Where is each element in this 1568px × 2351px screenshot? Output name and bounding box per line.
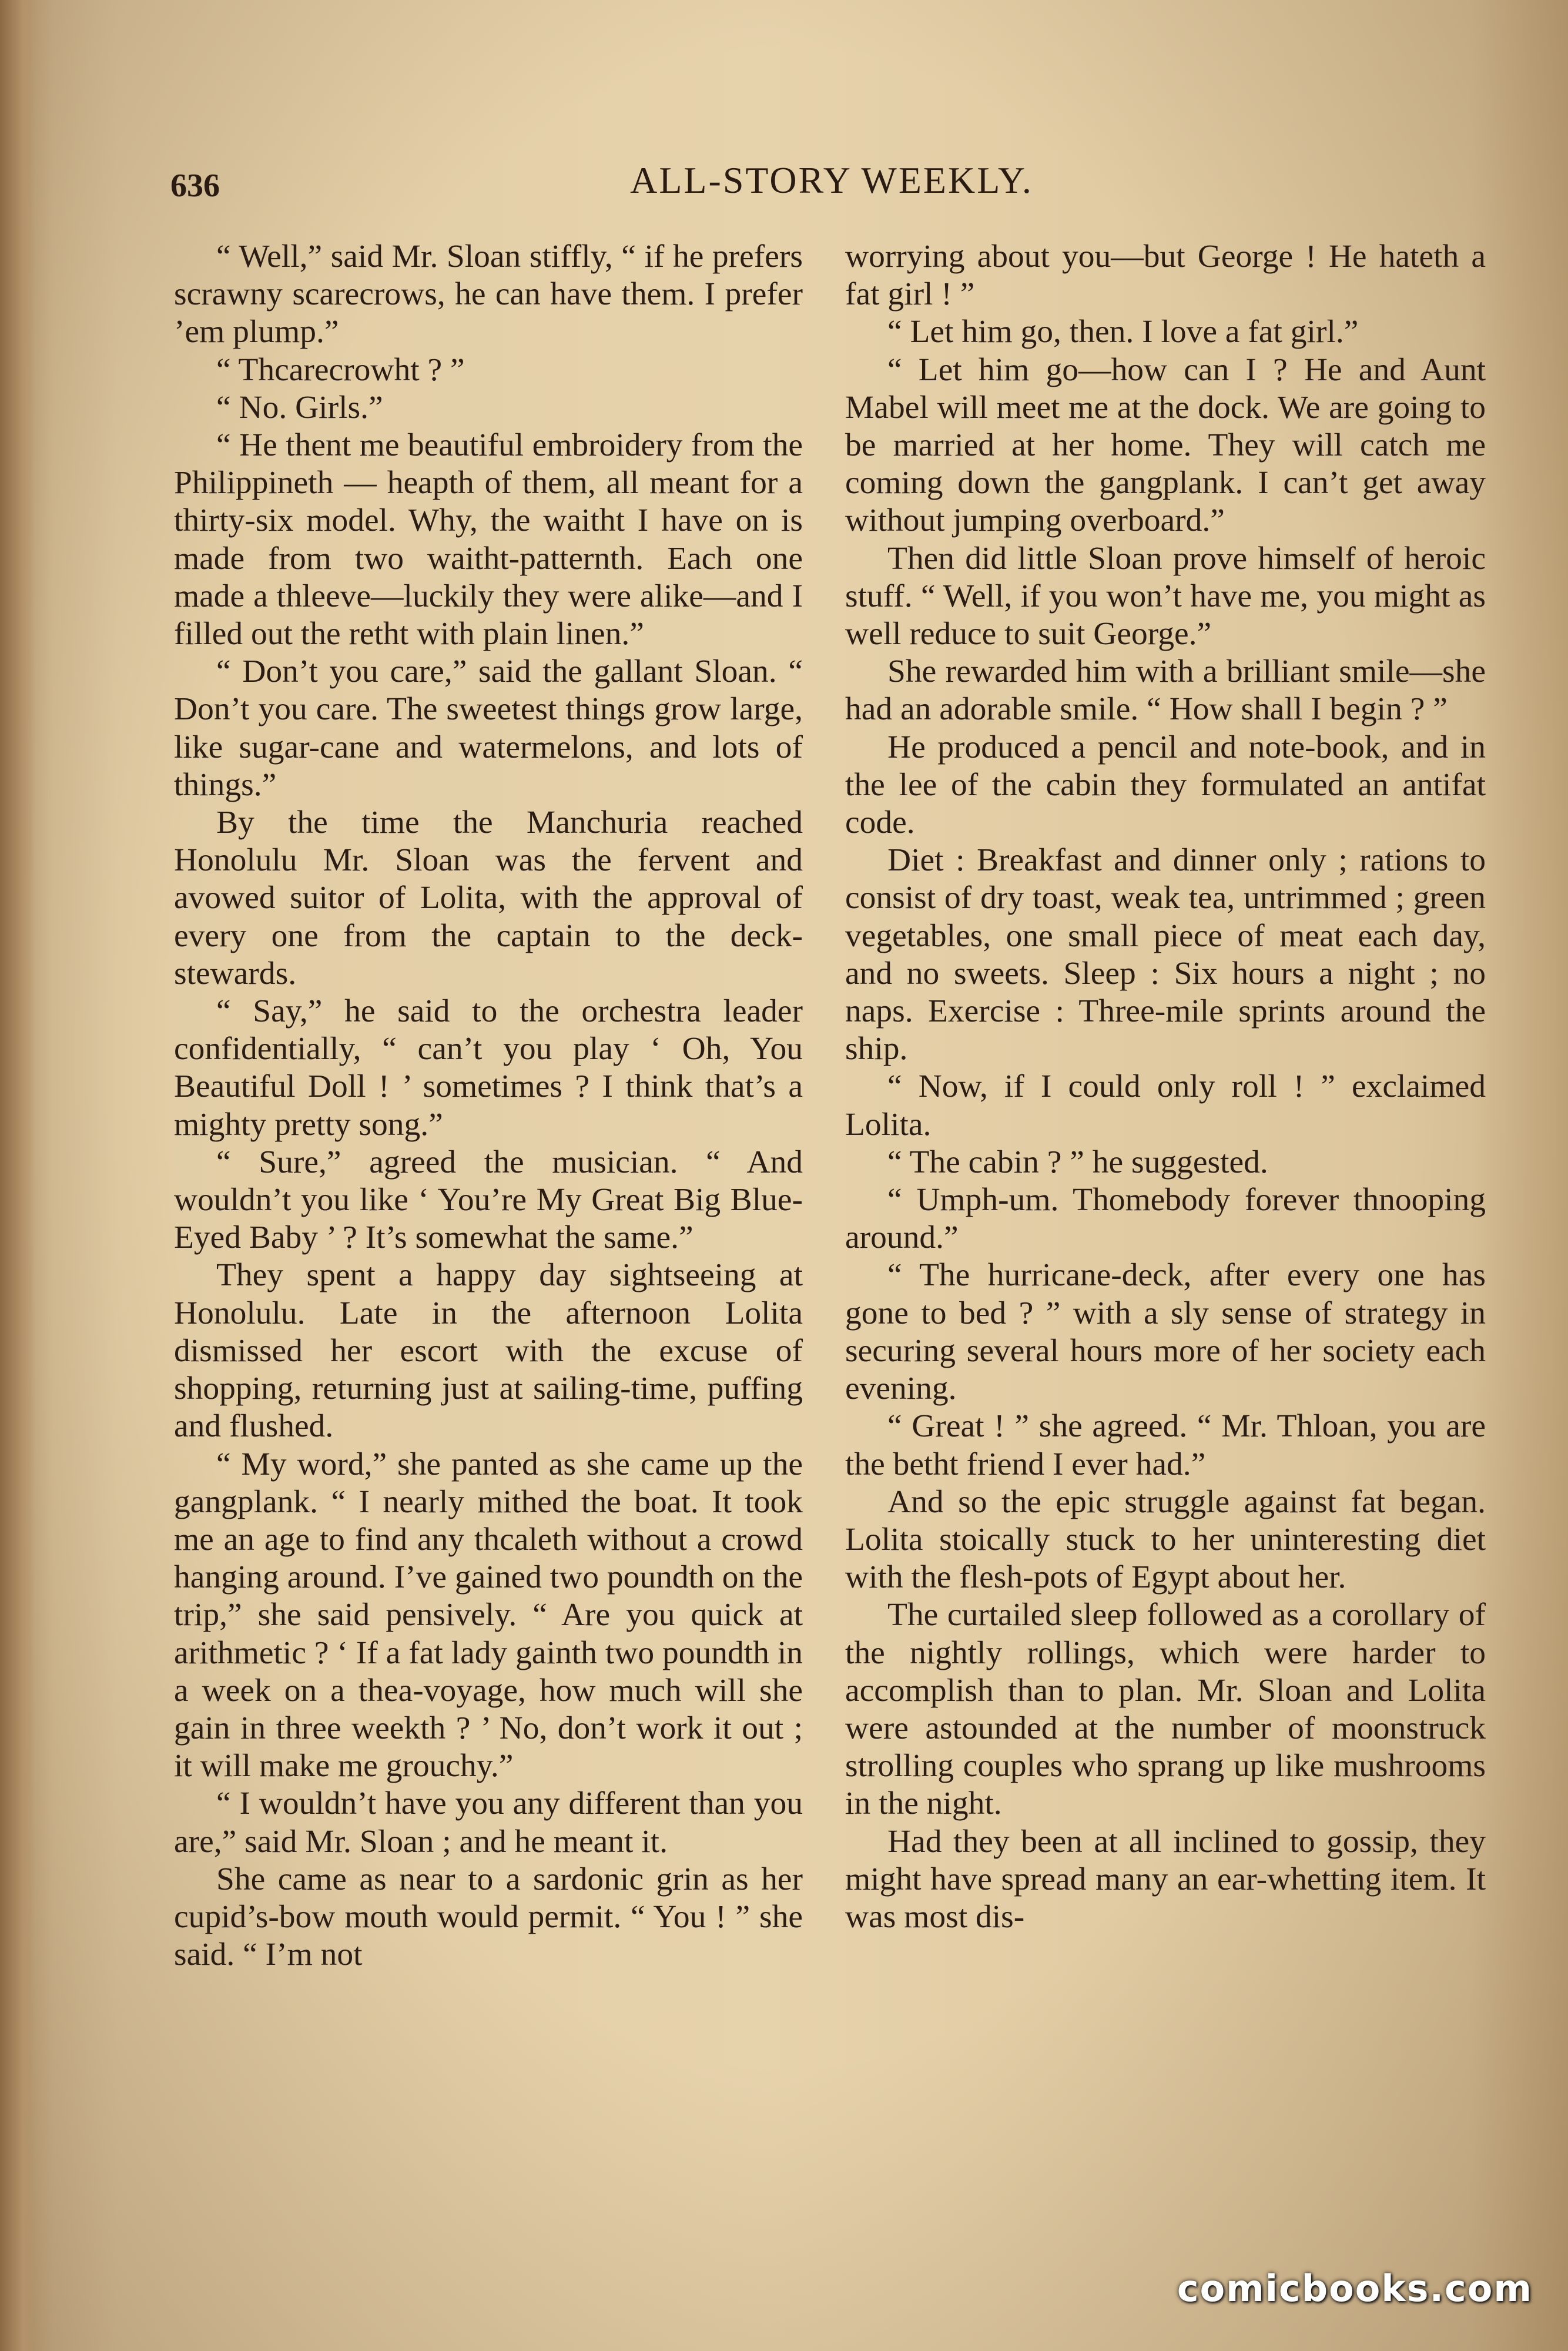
paragraph: The curtailed sleep followed as a corollary of the nightly rollings, which were harder to accomplish than to plan. Mr. Sloan and Lolita were astounded at the number of moonstruck strolling couples who sprang up like mushrooms in the night.: [845, 1597, 1486, 1822]
watermark: comicbooks.com: [1177, 2267, 1533, 2310]
paragraph: She rewarded him with a brilliant smile—she had an adorable smile. “ How shall I begin ? ”: [845, 654, 1486, 728]
page-number: 636: [170, 168, 220, 204]
paragraph: “ Thcarecrowht ? ”: [216, 351, 465, 388]
paragraph: “ Umph-um. Thomebody forever thnooping around.”: [845, 1182, 1486, 1256]
paragraph: “ Great ! ” she agreed. “ Mr. Thloan, you are the betht friend I ever had.”: [845, 1408, 1486, 1482]
paragraph: Diet : Breakfast and dinner only ; rations to consist of dry toast, weak tea, untrimmed ; green vegetables, one small piece of meat each day, and no sweets. Sleep : Six hours a night ; no naps. Exercise : Three-mile sprints around the ship.: [845, 842, 1486, 1067]
paragraph: “ Let him go—how can I ? He and Aunt Mabel will meet me at the dock. We are going to be married at her home. They will catch me coming down the gangplank. I can’t get away without jumping overboard.”: [845, 351, 1486, 539]
paragraph: Then did little Sloan prove himself of heroic stuff. “ Well, if you won’t have me, you might as well reduce to suit George.”: [845, 540, 1486, 652]
paragraph: “ The cabin ? ” he suggested.: [887, 1144, 1268, 1180]
page-binding-shadow: [0, 0, 35, 2351]
running-title: ALL-STORY WEEKLY.: [630, 159, 1033, 201]
paragraph: “ Sure,” agreed the musician. “ And wouldn’t you like ‘ You’re My Great Big Blue-Eyed Baby ’ ? It’s somewhat the same.”: [174, 1144, 803, 1256]
paragraph: “ Well,” said Mr. Sloan stiffly, “ if he prefers scrawny scarecrows, he can have them. I prefer ’em plump.”: [174, 239, 803, 350]
paragraph: “ I wouldn’t have you any different than you are,” said Mr. Sloan ; and he meant it.: [174, 1786, 803, 1860]
paragraph: “ Now, if I could only roll ! ” exclaimed Lolita.: [845, 1069, 1486, 1143]
paragraph: “ Don’t you care,” said the gallant Sloan. “ Don’t you care. The sweetest things grow large, like sugar-cane and watermelons, and lots of things.”: [174, 654, 803, 803]
paragraph: He produced a pencil and note-book, and in the lee of the cabin they formulated an antifat code.: [845, 729, 1486, 841]
paragraph: And so the epic struggle against fat began. Lolita stoically stuck to her uninteresting diet with the flesh-pots of Egypt about her.: [845, 1483, 1486, 1596]
page-header: [170, 159, 1493, 212]
paragraph: Had they been at all inclined to gossip, they might have spread many an ear-whetting item. It was most dis-: [845, 1823, 1486, 1935]
paragraph: She came as near to a sardonic grin as her cupid’s-bow mouth would permit. “ You ! ” she said. “ I’m not: [174, 1861, 803, 1973]
paragraph: “ He thent me beautiful embroidery from the Philippineth — heapth of them, all meant for a thirty-six model. Why, the waitht I have on is made from two waitht-patternth. Each one made a thleeve—luckily they were alike—and I filled out the retht with plain linen.”: [174, 427, 803, 652]
paragraph: “ My word,” she panted as she came up the gangplank. “ I nearly mithed the boat. It took me an age to find any thcaleth without a crowd hanging around. I’ve gained two poundth on the trip,” she said pensively. “ Are you quick at arithmetic ? ‘ If a fat lady gainth two poundth in a week on a thea-voyage, how much will she gain in three weekth ? ’ No, don’t work it out ; it will make me grouchy.”: [174, 1446, 803, 1784]
paragraph: “ No. Girls.”: [216, 389, 383, 426]
paragraph: “ Let him go, then. I love a fat girl.”: [887, 314, 1359, 350]
paragraph-continued: worrying about you—but George ! He hateth a fat girl ! ”: [845, 239, 1486, 313]
paragraph: They spent a happy day sightseeing at Honolulu. Late in the afternoon Lolita dismissed her escort with the excuse of shopping, returning just at sailing-time, puffing and flushed.: [174, 1257, 803, 1445]
paragraph: “ The hurricane-deck, after every one has gone to bed ? ” with a sly sense of strategy in securing several hours more of her society each evening.: [845, 1257, 1486, 1407]
paragraph: “ Say,” he said to the orchestra leader confidentially, “ can’t you play ‘ Oh, You Beautiful Doll ! ’ sometimes ? I think that’s a mighty pretty song.”: [174, 993, 803, 1143]
paragraph: By the time the Manchuria reached Honolulu Mr. Sloan was the fervent and avowed suitor of Lolita, with the approval of every one from the captain to the deck-stewards.: [174, 805, 803, 992]
right-column: [845, 238, 1486, 2248]
left-column: [174, 238, 803, 2248]
